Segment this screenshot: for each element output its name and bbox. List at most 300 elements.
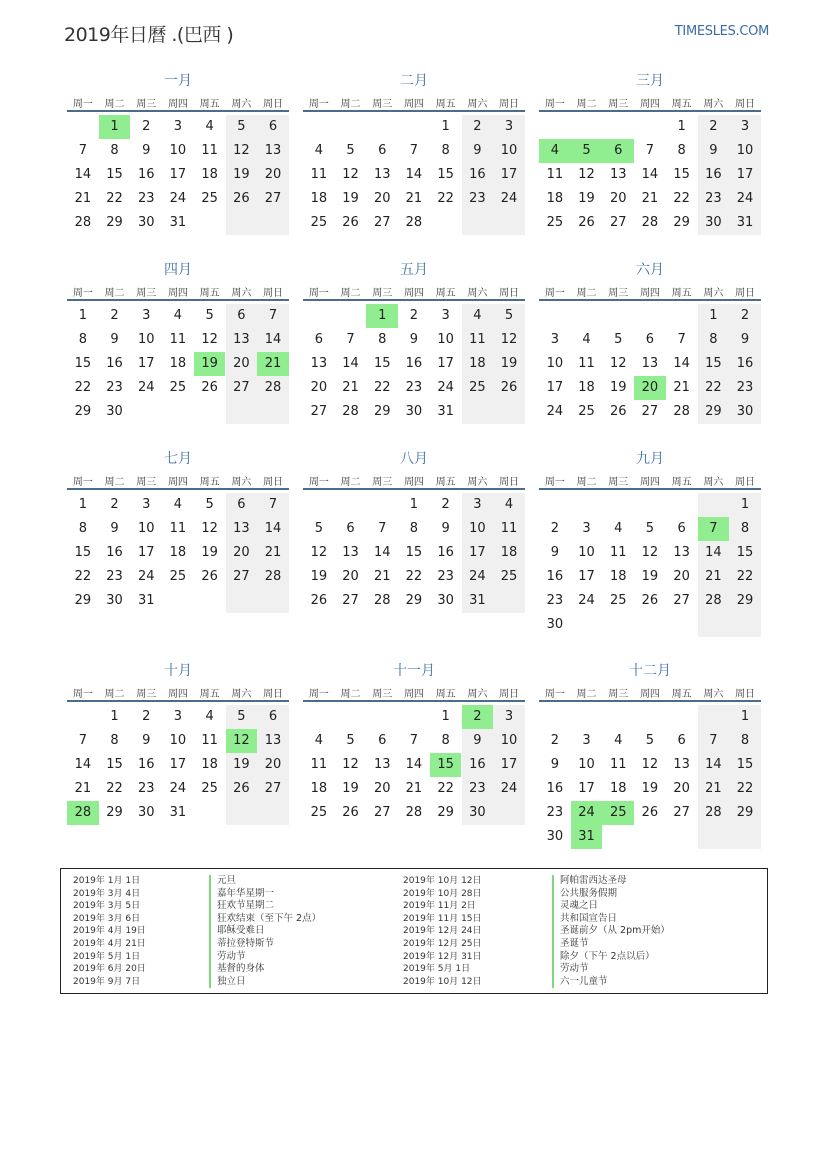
day-cell[interactable]: 27 <box>673 593 690 608</box>
day-cell[interactable]: 7 <box>409 143 419 158</box>
day-cell[interactable]: 28 <box>705 593 722 608</box>
day-cell[interactable]: 12 <box>641 757 659 772</box>
day-cell[interactable]: 12 <box>342 757 359 772</box>
day-cell[interactable]: 26 <box>233 781 250 796</box>
day-cell[interactable]: 26 <box>609 404 627 419</box>
day-cell[interactable]: 22 <box>373 380 391 395</box>
day-cell[interactable]: 19 <box>641 569 659 584</box>
day-cell[interactable]: 16 <box>106 545 123 560</box>
day-cell[interactable]: 17 <box>137 545 155 560</box>
day-cell[interactable]: 23 <box>106 569 123 584</box>
day-cell[interactable]: 12 <box>201 521 218 536</box>
day-cell[interactable]: 20 <box>264 167 282 182</box>
day-cell[interactable]: 13 <box>373 167 391 182</box>
day-cell[interactable]: 23 <box>437 569 454 584</box>
day-cell[interactable]: 17 <box>437 356 454 371</box>
day-cell[interactable]: 25 <box>500 569 518 584</box>
day-cell[interactable]: 1 <box>677 119 686 134</box>
day-cell[interactable]: 21 <box>74 781 92 796</box>
day-cell[interactable]: 8 <box>441 733 450 748</box>
holiday-day-cell[interactable]: 21 <box>257 352 289 376</box>
day-cell[interactable]: 3 <box>504 709 514 724</box>
day-cell[interactable]: 11 <box>469 332 486 347</box>
day-cell[interactable]: 8 <box>441 143 450 158</box>
day-cell[interactable]: 6 <box>645 332 655 347</box>
day-cell[interactable]: 20 <box>310 380 328 395</box>
day-cell[interactable]: 25 <box>201 781 218 796</box>
day-cell[interactable]: 6 <box>314 332 323 347</box>
holiday-day-cell[interactable]: 19 <box>194 352 226 376</box>
day-cell[interactable]: 6 <box>237 308 246 323</box>
day-cell[interactable]: 13 <box>233 332 250 347</box>
day-cell[interactable]: 16 <box>705 167 722 182</box>
day-cell[interactable]: 23 <box>736 380 754 395</box>
day-cell[interactable]: 17 <box>500 757 518 772</box>
day-cell[interactable]: 2 <box>409 308 419 323</box>
day-cell[interactable]: 8 <box>740 521 750 536</box>
day-cell[interactable]: 9 <box>473 733 482 748</box>
day-cell[interactable]: 14 <box>264 332 282 347</box>
day-cell[interactable]: 12 <box>609 356 627 371</box>
day-cell[interactable]: 3 <box>582 521 591 536</box>
day-cell[interactable]: 7 <box>78 733 87 748</box>
day-cell[interactable]: 16 <box>469 757 486 772</box>
holiday-day-cell[interactable]: 25 <box>602 801 634 825</box>
day-cell[interactable]: 11 <box>201 733 218 748</box>
day-cell[interactable]: 12 <box>641 545 659 560</box>
day-cell[interactable]: 2 <box>110 497 119 512</box>
day-cell[interactable]: 18 <box>310 781 328 796</box>
holiday-day-cell[interactable]: 28 <box>67 801 99 825</box>
holiday-day-cell[interactable]: 4 <box>539 139 571 163</box>
day-cell[interactable]: 5 <box>237 119 246 134</box>
day-cell[interactable]: 14 <box>705 757 722 772</box>
day-cell[interactable]: 3 <box>173 709 183 724</box>
holiday-day-cell[interactable]: 6 <box>602 139 634 163</box>
day-cell[interactable]: 15 <box>74 545 92 560</box>
day-cell[interactable]: 9 <box>473 143 482 158</box>
day-cell[interactable]: 27 <box>264 191 282 206</box>
day-cell[interactable]: 12 <box>342 167 359 182</box>
day-cell[interactable]: 10 <box>437 332 454 347</box>
day-cell[interactable]: 27 <box>641 404 659 419</box>
day-cell[interactable]: 31 <box>736 215 754 230</box>
day-cell[interactable]: 16 <box>469 167 486 182</box>
day-cell[interactable]: 30 <box>546 829 564 844</box>
day-cell[interactable]: 6 <box>378 143 387 158</box>
day-cell[interactable]: 11 <box>609 757 627 772</box>
day-cell[interactable]: 30 <box>137 805 155 820</box>
day-cell[interactable]: 4 <box>205 709 214 724</box>
day-cell[interactable]: 20 <box>673 569 690 584</box>
day-cell[interactable]: 8 <box>78 521 87 536</box>
day-cell[interactable]: 3 <box>173 119 183 134</box>
day-cell[interactable]: 24 <box>578 593 595 608</box>
day-cell[interactable]: 4 <box>314 733 323 748</box>
day-cell[interactable]: 13 <box>673 757 690 772</box>
day-cell[interactable]: 9 <box>740 332 750 347</box>
day-cell[interactable]: 11 <box>546 167 564 182</box>
day-cell[interactable]: 1 <box>740 497 750 512</box>
day-cell[interactable]: 1 <box>78 497 87 512</box>
day-cell[interactable]: 28 <box>264 569 282 584</box>
day-cell[interactable]: 23 <box>106 380 123 395</box>
day-cell[interactable]: 19 <box>342 781 359 796</box>
day-cell[interactable]: 13 <box>342 545 359 560</box>
day-cell[interactable]: 3 <box>441 308 450 323</box>
day-cell[interactable]: 20 <box>373 191 391 206</box>
day-cell[interactable]: 5 <box>645 733 655 748</box>
day-cell[interactable]: 5 <box>645 521 655 536</box>
day-cell[interactable]: 2 <box>142 119 151 134</box>
day-cell[interactable]: 22 <box>437 191 454 206</box>
day-cell[interactable]: 15 <box>736 545 754 560</box>
day-cell[interactable]: 1 <box>110 709 119 724</box>
day-cell[interactable]: 19 <box>233 167 250 182</box>
day-cell[interactable]: 27 <box>373 805 391 820</box>
day-cell[interactable]: 14 <box>405 167 423 182</box>
day-cell[interactable]: 11 <box>310 757 328 772</box>
day-cell[interactable]: 25 <box>310 215 328 230</box>
day-cell[interactable]: 28 <box>74 215 92 230</box>
day-cell[interactable]: 1 <box>709 308 718 323</box>
day-cell[interactable]: 22 <box>74 380 92 395</box>
day-cell[interactable]: 27 <box>233 569 250 584</box>
day-cell[interactable]: 15 <box>405 545 423 560</box>
day-cell[interactable]: 24 <box>500 191 518 206</box>
day-cell[interactable]: 16 <box>546 781 564 796</box>
day-cell[interactable]: 11 <box>169 332 187 347</box>
day-cell[interactable]: 21 <box>705 569 722 584</box>
day-cell[interactable]: 18 <box>169 545 187 560</box>
day-cell[interactable]: 31 <box>169 805 187 820</box>
day-cell[interactable]: 29 <box>106 215 123 230</box>
day-cell[interactable]: 11 <box>201 143 218 158</box>
day-cell[interactable]: 10 <box>469 521 486 536</box>
day-cell[interactable]: 14 <box>264 521 282 536</box>
day-cell[interactable]: 10 <box>169 733 187 748</box>
day-cell[interactable]: 7 <box>378 521 387 536</box>
day-cell[interactable]: 26 <box>500 380 518 395</box>
day-cell[interactable]: 19 <box>310 569 328 584</box>
day-cell[interactable]: 4 <box>614 733 623 748</box>
day-cell[interactable]: 7 <box>78 143 87 158</box>
day-cell[interactable]: 31 <box>169 215 187 230</box>
day-cell[interactable]: 8 <box>409 521 419 536</box>
day-cell[interactable]: 14 <box>673 356 690 371</box>
day-cell[interactable]: 16 <box>437 545 454 560</box>
day-cell[interactable]: 16 <box>405 356 423 371</box>
day-cell[interactable]: 11 <box>169 521 187 536</box>
holiday-day-cell[interactable]: 12 <box>226 729 258 753</box>
day-cell[interactable]: 22 <box>106 191 123 206</box>
day-cell[interactable]: 4 <box>173 308 183 323</box>
day-cell[interactable]: 23 <box>469 191 486 206</box>
day-cell[interactable]: 3 <box>740 119 750 134</box>
day-cell[interactable]: 28 <box>405 215 423 230</box>
day-cell[interactable]: 8 <box>677 143 686 158</box>
day-cell[interactable]: 30 <box>736 404 754 419</box>
day-cell[interactable]: 8 <box>110 143 119 158</box>
day-cell[interactable]: 29 <box>405 593 423 608</box>
day-cell[interactable]: 25 <box>578 404 595 419</box>
day-cell[interactable]: 23 <box>546 805 564 820</box>
holiday-day-cell[interactable]: 31 <box>571 825 603 849</box>
day-cell[interactable]: 24 <box>546 404 564 419</box>
day-cell[interactable]: 22 <box>74 569 92 584</box>
day-cell[interactable]: 23 <box>137 781 155 796</box>
day-cell[interactable]: 31 <box>469 593 486 608</box>
day-cell[interactable]: 28 <box>405 805 423 820</box>
day-cell[interactable]: 3 <box>142 497 151 512</box>
day-cell[interactable]: 28 <box>264 380 282 395</box>
day-cell[interactable]: 12 <box>578 167 595 182</box>
day-cell[interactable]: 17 <box>736 167 754 182</box>
day-cell[interactable]: 6 <box>346 521 355 536</box>
day-cell[interactable]: 13 <box>609 167 627 182</box>
day-cell[interactable]: 25 <box>310 805 328 820</box>
day-cell[interactable]: 5 <box>504 308 514 323</box>
day-cell[interactable]: 1 <box>441 119 450 134</box>
day-cell[interactable]: 30 <box>405 404 423 419</box>
day-cell[interactable]: 18 <box>469 356 486 371</box>
day-cell[interactable]: 14 <box>74 167 92 182</box>
day-cell[interactable]: 22 <box>736 781 754 796</box>
day-cell[interactable]: 19 <box>201 545 218 560</box>
holiday-day-cell[interactable]: 20 <box>634 376 666 400</box>
day-cell[interactable]: 30 <box>106 404 123 419</box>
day-cell[interactable]: 11 <box>609 545 627 560</box>
day-cell[interactable]: 12 <box>233 143 250 158</box>
day-cell[interactable]: 7 <box>709 733 718 748</box>
day-cell[interactable]: 30 <box>546 617 564 632</box>
day-cell[interactable]: 15 <box>373 356 391 371</box>
day-cell[interactable]: 24 <box>437 380 454 395</box>
day-cell[interactable]: 31 <box>137 593 155 608</box>
day-cell[interactable]: 21 <box>342 380 359 395</box>
day-cell[interactable]: 23 <box>137 191 155 206</box>
day-cell[interactable]: 7 <box>268 308 278 323</box>
day-cell[interactable]: 15 <box>106 167 123 182</box>
day-cell[interactable]: 15 <box>705 356 722 371</box>
day-cell[interactable]: 25 <box>546 215 564 230</box>
day-cell[interactable]: 16 <box>736 356 754 371</box>
day-cell[interactable]: 22 <box>437 781 454 796</box>
day-cell[interactable]: 23 <box>705 191 722 206</box>
day-cell[interactable]: 14 <box>705 545 722 560</box>
day-cell[interactable]: 9 <box>550 757 559 772</box>
day-cell[interactable]: 9 <box>441 521 450 536</box>
day-cell[interactable]: 13 <box>264 733 282 748</box>
day-cell[interactable]: 21 <box>373 569 391 584</box>
day-cell[interactable]: 21 <box>74 191 92 206</box>
day-cell[interactable]: 17 <box>137 356 155 371</box>
day-cell[interactable]: 17 <box>578 781 595 796</box>
day-cell[interactable]: 23 <box>469 781 486 796</box>
holiday-day-cell[interactable]: 15 <box>430 753 462 777</box>
holiday-day-cell[interactable]: 1 <box>99 115 131 139</box>
day-cell[interactable]: 5 <box>346 733 355 748</box>
day-cell[interactable]: 31 <box>437 404 454 419</box>
day-cell[interactable]: 26 <box>342 805 359 820</box>
day-cell[interactable]: 29 <box>106 805 123 820</box>
day-cell[interactable]: 24 <box>169 191 187 206</box>
day-cell[interactable]: 5 <box>205 308 214 323</box>
day-cell[interactable]: 15 <box>106 757 123 772</box>
day-cell[interactable]: 6 <box>237 497 246 512</box>
day-cell[interactable]: 2 <box>550 733 559 748</box>
day-cell[interactable]: 7 <box>268 497 278 512</box>
day-cell[interactable]: 17 <box>169 757 187 772</box>
day-cell[interactable]: 12 <box>310 545 328 560</box>
day-cell[interactable]: 21 <box>641 191 659 206</box>
day-cell[interactable]: 4 <box>314 143 323 158</box>
day-cell[interactable]: 14 <box>373 545 391 560</box>
day-cell[interactable]: 26 <box>201 569 218 584</box>
day-cell[interactable]: 30 <box>437 593 454 608</box>
day-cell[interactable]: 12 <box>500 332 518 347</box>
day-cell[interactable]: 27 <box>233 380 250 395</box>
day-cell[interactable]: 9 <box>110 332 119 347</box>
day-cell[interactable]: 27 <box>673 805 690 820</box>
day-cell[interactable]: 5 <box>614 332 623 347</box>
day-cell[interactable]: 11 <box>310 167 328 182</box>
day-cell[interactable]: 10 <box>137 521 155 536</box>
day-cell[interactable]: 25 <box>169 569 187 584</box>
day-cell[interactable]: 22 <box>405 569 423 584</box>
day-cell[interactable]: 14 <box>405 757 423 772</box>
day-cell[interactable]: 27 <box>609 215 627 230</box>
day-cell[interactable]: 26 <box>342 215 359 230</box>
day-cell[interactable]: 15 <box>673 167 690 182</box>
day-cell[interactable]: 25 <box>169 380 187 395</box>
day-cell[interactable]: 18 <box>609 781 627 796</box>
day-cell[interactable]: 5 <box>346 143 355 158</box>
day-cell[interactable]: 26 <box>641 593 659 608</box>
day-cell[interactable]: 2 <box>709 119 718 134</box>
day-cell[interactable]: 25 <box>609 593 627 608</box>
day-cell[interactable]: 18 <box>500 545 518 560</box>
day-cell[interactable]: 13 <box>264 143 282 158</box>
day-cell[interactable]: 22 <box>736 569 754 584</box>
day-cell[interactable]: 13 <box>310 356 328 371</box>
day-cell[interactable]: 10 <box>500 733 518 748</box>
day-cell[interactable]: 19 <box>578 191 595 206</box>
day-cell[interactable]: 7 <box>677 332 686 347</box>
day-cell[interactable]: 29 <box>736 593 754 608</box>
day-cell[interactable]: 24 <box>500 781 518 796</box>
day-cell[interactable]: 3 <box>473 497 482 512</box>
day-cell[interactable]: 20 <box>233 545 250 560</box>
day-cell[interactable]: 9 <box>550 545 559 560</box>
day-cell[interactable]: 15 <box>437 167 454 182</box>
day-cell[interactable]: 15 <box>736 757 754 772</box>
day-cell[interactable]: 14 <box>641 167 659 182</box>
day-cell[interactable]: 29 <box>437 805 454 820</box>
day-cell[interactable]: 24 <box>469 569 486 584</box>
day-cell[interactable]: 26 <box>578 215 595 230</box>
day-cell[interactable]: 8 <box>378 332 387 347</box>
day-cell[interactable]: 8 <box>709 332 718 347</box>
day-cell[interactable]: 16 <box>106 356 123 371</box>
day-cell[interactable]: 30 <box>137 215 155 230</box>
day-cell[interactable]: 26 <box>233 191 250 206</box>
day-cell[interactable]: 13 <box>373 757 391 772</box>
day-cell[interactable]: 19 <box>342 191 359 206</box>
day-cell[interactable]: 9 <box>409 332 419 347</box>
day-cell[interactable]: 29 <box>74 404 92 419</box>
day-cell[interactable]: 22 <box>106 781 123 796</box>
day-cell[interactable]: 6 <box>378 733 387 748</box>
day-cell[interactable]: 19 <box>500 356 518 371</box>
holiday-day-cell[interactable]: 24 <box>571 801 603 825</box>
day-cell[interactable]: 24 <box>736 191 754 206</box>
day-cell[interactable]: 10 <box>546 356 564 371</box>
day-cell[interactable]: 10 <box>578 545 595 560</box>
day-cell[interactable]: 10 <box>736 143 754 158</box>
day-cell[interactable]: 15 <box>74 356 92 371</box>
day-cell[interactable]: 7 <box>409 733 419 748</box>
day-cell[interactable]: 6 <box>677 521 686 536</box>
day-cell[interactable]: 17 <box>500 167 518 182</box>
day-cell[interactable]: 16 <box>137 757 155 772</box>
day-cell[interactable]: 18 <box>578 380 595 395</box>
day-cell[interactable]: 21 <box>405 781 423 796</box>
day-cell[interactable]: 9 <box>110 521 119 536</box>
day-cell[interactable]: 2 <box>740 308 750 323</box>
day-cell[interactable]: 21 <box>405 191 423 206</box>
day-cell[interactable]: 27 <box>342 593 359 608</box>
day-cell[interactable]: 30 <box>106 593 123 608</box>
day-cell[interactable]: 2 <box>142 709 151 724</box>
day-cell[interactable]: 1 <box>409 497 419 512</box>
day-cell[interactable]: 7 <box>346 332 355 347</box>
day-cell[interactable]: 3 <box>142 308 151 323</box>
day-cell[interactable]: 21 <box>705 781 722 796</box>
day-cell[interactable]: 16 <box>137 167 155 182</box>
day-cell[interactable]: 29 <box>373 404 391 419</box>
day-cell[interactable]: 18 <box>609 569 627 584</box>
day-cell[interactable]: 20 <box>342 569 359 584</box>
day-cell[interactable]: 24 <box>137 380 155 395</box>
day-cell[interactable]: 28 <box>373 593 391 608</box>
day-cell[interactable]: 26 <box>310 593 328 608</box>
day-cell[interactable]: 26 <box>641 805 659 820</box>
day-cell[interactable]: 10 <box>500 143 518 158</box>
day-cell[interactable]: 20 <box>373 781 391 796</box>
day-cell[interactable]: 14 <box>74 757 92 772</box>
day-cell[interactable]: 21 <box>264 545 282 560</box>
day-cell[interactable]: 13 <box>673 545 690 560</box>
day-cell[interactable]: 28 <box>705 805 722 820</box>
day-cell[interactable]: 27 <box>264 781 282 796</box>
day-cell[interactable]: 17 <box>546 380 564 395</box>
day-cell[interactable]: 17 <box>469 545 486 560</box>
day-cell[interactable]: 22 <box>705 380 722 395</box>
day-cell[interactable]: 11 <box>500 521 518 536</box>
holiday-day-cell[interactable]: 1 <box>366 304 398 328</box>
holiday-day-cell[interactable]: 7 <box>698 517 730 541</box>
day-cell[interactable]: 19 <box>233 757 250 772</box>
day-cell[interactable]: 17 <box>578 569 595 584</box>
day-cell[interactable]: 23 <box>546 593 564 608</box>
day-cell[interactable]: 20 <box>673 781 690 796</box>
day-cell[interactable]: 13 <box>233 521 250 536</box>
day-cell[interactable]: 2 <box>441 497 450 512</box>
day-cell[interactable]: 8 <box>78 332 87 347</box>
day-cell[interactable]: 27 <box>373 215 391 230</box>
day-cell[interactable]: 18 <box>546 191 564 206</box>
